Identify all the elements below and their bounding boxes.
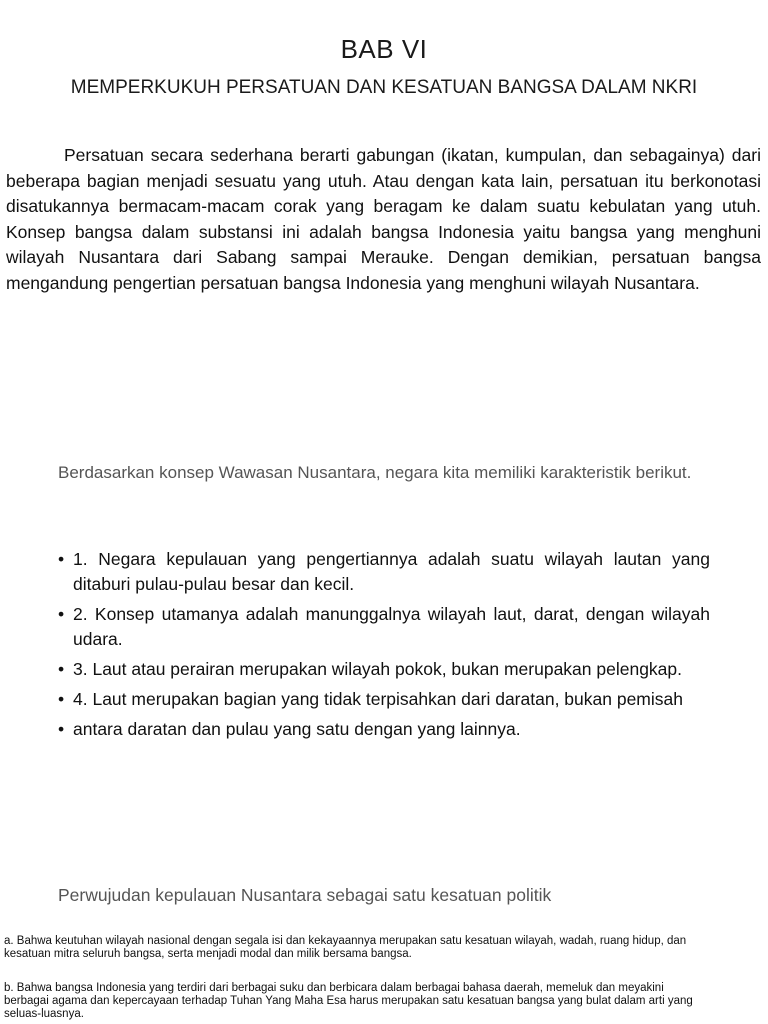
- page-subtitle: MEMPERKUKUH PERSATUAN DAN KESATUAN BANGSA DALAM NKRI: [70, 77, 698, 98]
- bullet-icon: •: [58, 689, 65, 709]
- list-item-text: 3. Laut atau perairan merupakan wilayah pokok, bukan merupakan pelengkap.: [73, 659, 683, 679]
- list-item: [58, 657, 710, 682]
- list-item-text: 4. Laut merupakan bagian yang tidak terpisahkan dari daratan, bukan pemisah: [73, 689, 683, 709]
- paragraph-b: b. Bahwa bangsa Indonesia yang terdiri dari berbagai suku dan berbicara dalam berbagai bahasa daerah, memeluk dan meyakini berbagai agama dan kepercayaan terhadap Tuhan Yang Maha Esa harus merupakan satu kesatuan bangsa yang bulat dalam arti yang seluas-luasnya.: [4, 982, 693, 1020]
- list-item: [58, 547, 710, 597]
- list-item-text: 1. Negara kepulauan yang pengertiannya adalah suatu wilayah lautan yang ditaburi pulau-pulau besar dan kecil.: [73, 549, 710, 594]
- intro-paragraph: Persatuan secara sederhana berarti gabungan (ikatan, kumpulan, dan sebagainya) dari beberapa bagian menjadi sesuatu yang utuh. Atau dengan kata lain, persatuan itu berkonotasi disatukannya bermacam-macam corak yang beragam ke dalam suatu kebulatan yang utuh. Konsep bangsa dalam substansi ini adalah bangsa Indonesia yaitu bangsa yang menghuni wilayah Nusantara dari Sabang sampai Merauke. Dengan demikian, persatuan bangsa mengandung pengertian persatuan bangsa Indonesia yang menghuni wilayah Nusantara.: [6, 145, 761, 293]
- list-item: [58, 602, 710, 652]
- page-title: BAB VI: [340, 34, 428, 64]
- list-item: [58, 717, 710, 742]
- bullet-icon: •: [58, 719, 65, 739]
- bullet-icon: •: [58, 659, 65, 679]
- list-item: [58, 687, 710, 712]
- list-item-text: antara daratan dan pulau yang satu dengan yang lainnya.: [73, 719, 521, 739]
- list-item-text: 2. Konsep utamanya adalah manunggalnya wilayah laut, darat, dengan wilayah udara.: [73, 604, 710, 649]
- paragraph-a: a. Bahwa keutuhan wilayah nasional dengan segala isi dan kekayaannya merupakan satu kesatuan wilayah, wadah, ruang hidup, dan kesatuan mitra seluruh bangsa, serta menjadi modal dan milik bersama bangsa.: [4, 935, 687, 960]
- bullet-icon: •: [58, 604, 65, 624]
- lead-text: Berdasarkan konsep Wawasan Nusantara, negara kita memiliki karakteristik berikut.: [58, 463, 692, 482]
- characteristics-list: [58, 547, 710, 747]
- bullet-icon: •: [58, 549, 65, 569]
- section-heading: Perwujudan kepulauan Nusantara sebagai satu kesatuan politik: [58, 885, 552, 905]
